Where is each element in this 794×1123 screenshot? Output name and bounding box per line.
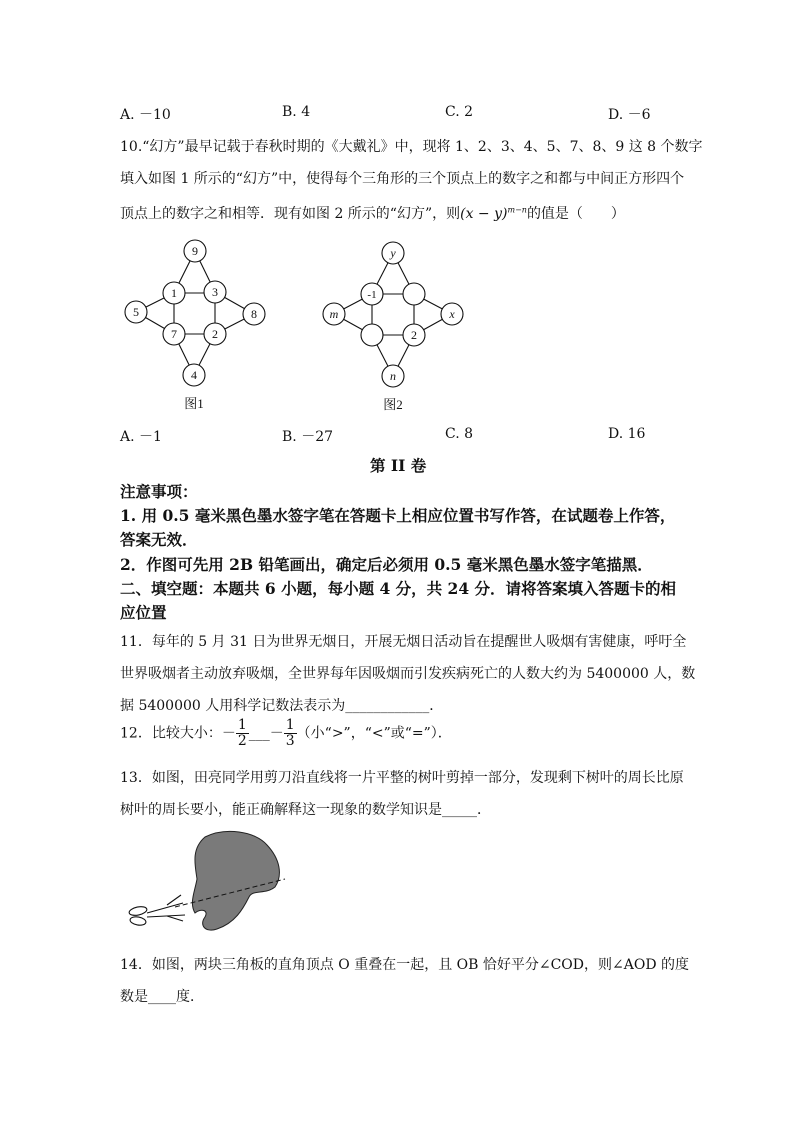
q10-expression-exponent: m−n — [507, 205, 527, 215]
q10-option-d: D. 16 — [608, 426, 646, 442]
q12-frac1-denominator: 2 — [237, 733, 247, 749]
fig1-caption: 图1 — [184, 396, 204, 411]
q12-suffix: （小“>”，“<”或“=”）． — [296, 725, 452, 742]
q10-line-3-text: 顶点上的数字之和相等．现有如图 2 所示的“幻方”，则 — [120, 206, 461, 222]
fig2-caption: 图2 — [383, 397, 403, 412]
notice-2: 2．作图可先用 2B 铅笔画出，确定后必须用 0.5 毫米黑色墨水签字笔描黑． — [120, 555, 653, 574]
fig1-label-bottom: 4 — [191, 368, 197, 382]
fig1-label-br: 2 — [212, 327, 218, 341]
q12-frac2-numerator: 1 — [285, 717, 295, 733]
fig1-label-right: 8 — [251, 307, 257, 321]
q13-line-2 — [120, 799, 491, 819]
figure-2-magic-diagram — [316, 236, 476, 414]
q12-frac1-numerator: 1 — [237, 717, 247, 733]
leaf-shape — [192, 831, 279, 930]
figure-1-magic-diagram — [118, 236, 278, 414]
q10-option-c: C. 8 — [445, 426, 474, 442]
q10-option-a: A. －1 — [120, 429, 162, 445]
q11-answer-blank: ____________ — [345, 698, 430, 714]
q9-option-b: B. 4 — [282, 104, 311, 120]
fig2-node-tr — [403, 283, 425, 305]
fig2-label-right: x — [449, 307, 455, 321]
q14-line-1: 14．如图，两块三角板的直角顶点 O 重叠在一起，且 OB 恰好平分∠COD，则∠AOD 的度 — [120, 957, 689, 973]
part-2-heading-line-2: 应位置 — [120, 603, 167, 622]
q14-answer-blank: ____ — [148, 989, 176, 1005]
q9-option-a: A. －10 — [120, 107, 171, 123]
notice-1-line-1: 1. 用 0.5 毫米黑色墨水签字笔在答题卡上相应位置书写作答，在试题卷上作答， — [120, 506, 676, 525]
fig2-node-bl — [361, 324, 383, 346]
q10-expression-base: (x − y) — [460, 206, 508, 222]
fig1-label-left: 5 — [133, 305, 139, 319]
q9-option-c: C. 2 — [445, 104, 474, 120]
fig2-label-br: 2 — [411, 328, 417, 342]
q11-line-1: 11．每年的 5 月 31 日为世界无烟日，开展无烟日活动旨在提醒世人吸烟有害健康，呼吁全 — [120, 634, 687, 650]
q12-fraction-2 — [284, 718, 297, 749]
fig1-label-tr: 3 — [212, 285, 218, 299]
q14-line-2 — [120, 986, 204, 1006]
fig1-label-bl: 7 — [171, 327, 177, 341]
notice-1-line-2: 答案无效． — [120, 530, 198, 549]
fig2-label-bottom: n — [390, 369, 396, 383]
q12-line — [120, 718, 452, 749]
q14-line-2-end: 度． — [176, 989, 204, 1005]
q10-line-3-end: 的值是（ ） — [526, 206, 625, 222]
notice-heading: 注意事项： — [120, 482, 198, 501]
q13-line-2-end: ． — [477, 802, 491, 818]
q12-minus-1: － — [221, 725, 236, 742]
q11-line-3-text: 据 5400000 人用科学记数法表示为 — [120, 698, 346, 714]
section-title: 第 II 卷 — [370, 456, 427, 475]
q10-line-3 — [120, 203, 625, 223]
q10-line-2: 填入如图 1 所示的“幻方”中，使得每个三角形的三个顶点上的数字之和都与中间正方形四个 — [120, 171, 685, 187]
q11-line-2: 世界吸烟者主动放弃吸烟，全世界每年因吸烟而引发疾病死亡的人数大约为 5400000 人，数 — [120, 666, 696, 682]
fig2-label-left: m — [329, 307, 339, 321]
q12-answer-blank: ___ — [248, 725, 270, 742]
part-2-heading-line-1: 二、填空题：本题共 6 小题，每小题 4 分，共 24 分．请将答案填入答题卡的相 — [120, 579, 677, 598]
q14-line-2-text: 数是 — [120, 989, 148, 1005]
q11-line-3 — [120, 695, 443, 715]
fig1-label-tl: 1 — [171, 286, 177, 300]
fig2-label-top: y — [390, 246, 396, 260]
q12-prefix: 12．比较大小： — [120, 725, 222, 742]
q10-option-b: B. －27 — [282, 429, 334, 445]
q10-line-1: 10.“幻方”最早记载于春秋时期的《大戴礼》中，现将 1、2、3、4、5、7、8、9 这 8 个数字 — [120, 139, 703, 155]
q12-fraction-1 — [236, 718, 249, 749]
fig2-label-tl: -1 — [367, 289, 377, 301]
scissors-icon — [128, 895, 185, 926]
leaf-scissors-figure — [125, 825, 290, 940]
fig1-label-top: 9 — [192, 244, 198, 258]
q13-line-1: 13．如图，田亮同学用剪刀沿直线将一片平整的树叶剪掉一部分，发现剩下树叶的周长比原 — [120, 770, 684, 786]
q9-option-d: D. －6 — [608, 107, 651, 123]
q13-answer-blank: _____ — [442, 802, 477, 818]
q11-line-3-end: ． — [429, 698, 444, 714]
q13-line-2-text: 树叶的周长要小，能正确解释这一现象的数学知识是 — [120, 802, 442, 818]
q12-minus-2: － — [269, 725, 284, 742]
q12-frac2-denominator: 3 — [285, 733, 295, 749]
